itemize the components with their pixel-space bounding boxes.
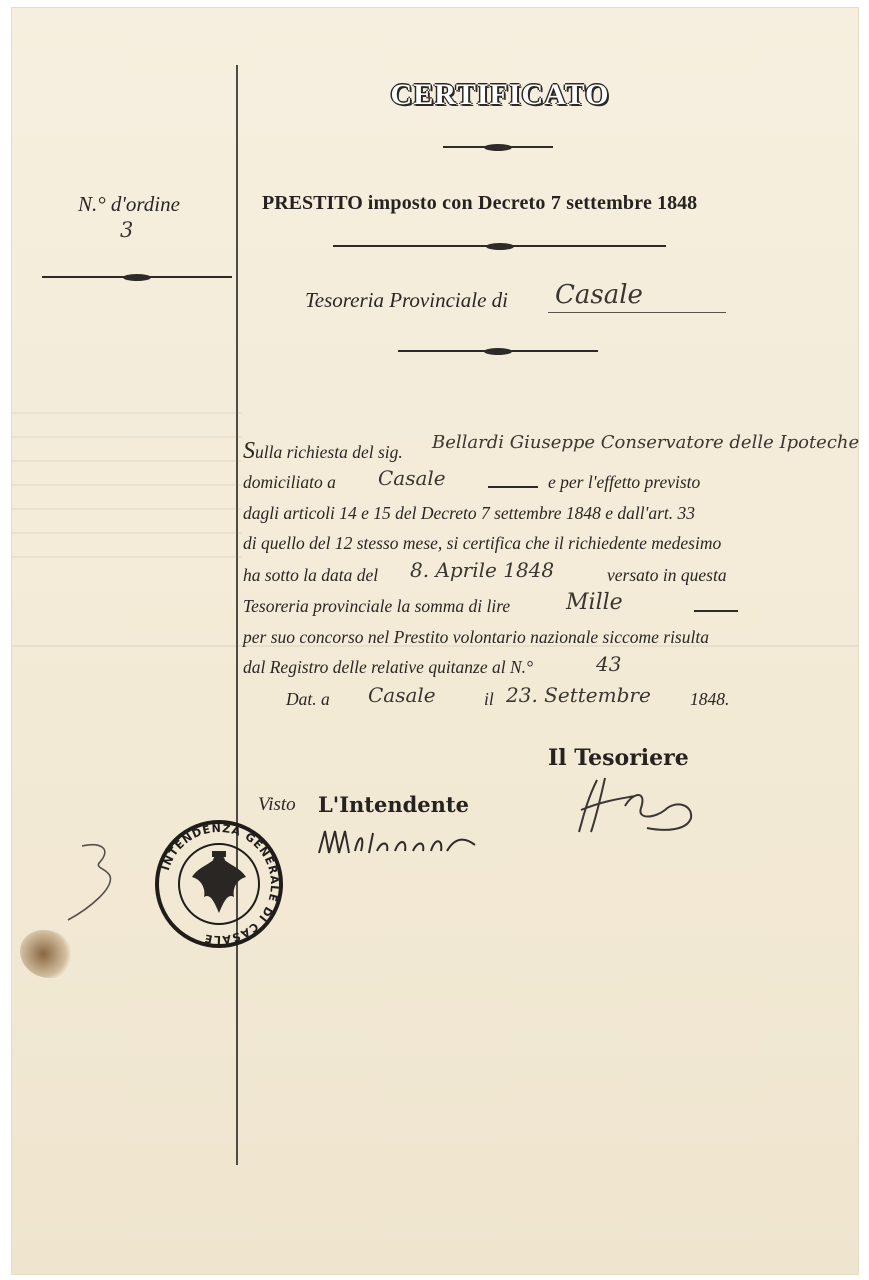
- ordine-label: N.° d'ordine: [78, 192, 180, 216]
- body-line-7: per suo concorso nel Prestito volontario nazionale siccome risulta: [243, 627, 709, 647]
- intendenza-seal: [152, 817, 286, 951]
- subtitle-decree: imposto con Decreto 7 settembre: [367, 192, 653, 214]
- ordine-number: 3: [120, 218, 134, 242]
- ordine-rule: [42, 276, 232, 278]
- tesoreria-label: Tesoreria Provinciale di: [305, 288, 508, 312]
- domicile-value: Casale: [378, 466, 446, 490]
- intendente-signature: [315, 823, 480, 863]
- body-line-5-prefix: ha sotto la data del: [243, 565, 379, 585]
- dat-prefix: Dat. a: [286, 689, 330, 709]
- tesoriere-signature: [575, 770, 705, 840]
- margin-rule: [236, 65, 238, 1165]
- body-line-3: dagli articoli 14 e 15 del Decreto 7 settembre 1848 e dall'art. 33: [243, 503, 696, 523]
- visto-label: Visto: [258, 794, 296, 815]
- amount-value: Mille: [566, 590, 623, 615]
- domicile-dash: [488, 486, 538, 488]
- tesoreria-city: Casale: [555, 280, 643, 310]
- register-number: 43: [596, 652, 622, 676]
- tesoreria-ornament: [398, 350, 598, 352]
- dat-il: il: [484, 689, 494, 709]
- body-line-8-prefix: dal Registro delle relative quitanze al N.°: [243, 657, 534, 677]
- body-line-1: [243, 438, 403, 465]
- subtitle-year: 1848: [657, 192, 698, 214]
- intendente-label: L'Intendente: [318, 792, 469, 817]
- payment-date: 8. Aprile 1848: [410, 558, 555, 582]
- initial-letter: S: [243, 438, 255, 464]
- seal-text: INTENDENZA GENERALE DI CASALE: [159, 821, 282, 947]
- title-ornament: [443, 146, 553, 148]
- line2-suffix: e per l'effetto previsto: [548, 472, 701, 492]
- requester-name: Bellardi Giuseppe Conservatore delle Ipoteche: [432, 432, 860, 453]
- dat-year: 1848.: [690, 689, 730, 709]
- subtitle-rule: [333, 245, 666, 247]
- bleed-through-text: [12, 390, 242, 580]
- margin-pencil-mark: [60, 838, 120, 928]
- dat-place: Casale: [368, 683, 436, 707]
- tesoriere-label: Il Tesoriere: [548, 745, 689, 771]
- tesoreria-underline: [548, 312, 726, 313]
- document-title: CERTIFICATO: [390, 78, 610, 111]
- document-subtitle: [262, 192, 742, 215]
- line2-prefix: domiciliato a: [243, 472, 336, 492]
- line1-text: ulla richiesta del sig.: [255, 442, 403, 462]
- body-line-4: di quello del 12 stesso mese, si certifica che il richiedente medesimo: [243, 533, 722, 553]
- body-line-6-prefix: Tesoreria provinciale la somma di lire: [243, 596, 511, 616]
- body-line-2: [243, 472, 336, 493]
- subtitle-prestito: PRESTITO: [262, 192, 363, 214]
- body-line-5-suffix: versato in questa: [607, 565, 727, 585]
- dat-date: 23. Settembre: [506, 683, 651, 707]
- amount-dash: [694, 610, 738, 612]
